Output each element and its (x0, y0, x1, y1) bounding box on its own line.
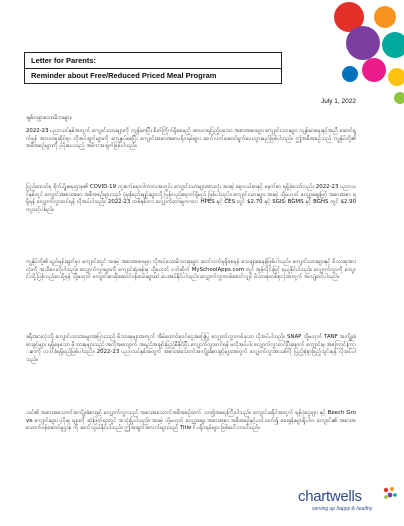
letter-title: Letter for Parents: (31, 56, 97, 65)
paragraph-5: သင်၏ အစားအသောက်အကျိုးခံစားခွင့် လျှောက်လွှာသည် အစားအသောက်အစီအစဉ်ထက် သာ၍အရေးကြီးပါသည်။ ကျောင်းခရိုင်အတွက် ရန်ပုံငွေများ နှင့် Beech Grove ကျောင်းများ ပံ့ပိုးမှု များကို ဆုံးဖြတ်ရာတွင် အသုံးပြုပါသည်။ အခမဲ့ သို့မဟုတ် လျှော့စျေး အစားအစာ အစီအစဉ်နှင့်ပတ်သက်၍ မေးခွန်းများရှိပါက ကျောင်း၏ အစားအသောက်ဝန်ဆောင်မှုဌာန ကို ဆက်သွယ်နိုင်ပါသည်။ ဤအချက်အလက်များသည် Title I ပရိုဂရမ်များ ဖြစ်ပေါ်လာပါသည်။ (26, 410, 356, 432)
letter-header-box (24, 52, 282, 84)
salutation: ချစ်လှစွာသောမိဘများ၊ (26, 115, 72, 121)
letter-subtitle: Reminder about Free/Reduced Priced Meal Program (31, 71, 217, 80)
paragraph-2: ပြည်ထောင်စု စိုက်ပျိုးရေးဌာန၏ COVID-19 ကူးစက်ရောဂါကာလအတွင်း ကျောင်းသားများအားလုံး အခမဲ့ နေ့လယ်စာနှင့် မနက်စာ ရရှိခဲ့သော်လည်း 2022-23 ပညာသင်နှစ်တွင် ကျောင်းအစားအစာ အစီအစဉ်များသည် ပုံမှန်စည်းမျဉ်းများသို့ ပြန်လည်ရောက်ရှိမည် ဖြစ်ပါသည်။ ကျောင်းသားများ အခမဲ့ သို့မဟုတ် လျှော့စျေးဖြင့် အစားအစာ ရရှိရန် လျှောက်လွှာတင်ရန် လိုအပ်ပါသည်။ 2022-23 တစ်နှစ်တာ လျှောက်ထားမှုကာလ: HPES နှင့် CES တွင် $2.70 နှင့် SGIS၊ BGMS နှင့် BGHS တွင် $2.90 ကျသင့်ပါမည်။ (26, 184, 356, 213)
logo-dots-icon (382, 486, 398, 502)
paragraph-1: 2022-23 ပညာသင်နှစ်အတွက် ကျောင်းသားများကို ကျန်းမာပြီး စိတ်ကြိုက်ရှိစေမည့် အာဟာရပြည့်ဝသော အစားအစာများ ကျောင်းသားများ ကျန်းမာရေးနှင့်အညီ ဆောင်ရွက်ရန် အာဟာရဆိုင်ရာ လိုအပ်ချက်များကို ကျေနပ်စေပြီး ကျောင်းအစားအစာပရိုဂရမ်များ ဆက်လက်ဆောင်ရွက်ပေးသွားမည်ဖြစ်ပါသည်။ ဤအစီအစဉ်သည် ကျွန်ုပ်တို့၏ အစီအစဉ်များကို ပံ့ပိုးပေးသည့် အဓိကအချက်ဖြစ်ပါသည်။ (26, 128, 356, 150)
decor-circle-purple (346, 26, 380, 60)
decor-circle-pink (362, 58, 386, 82)
decor-circle-yellow (388, 68, 404, 86)
paragraph-4: ခရီးအားလုံးသို့ ကျောင်းသားအများအပြားသည် မိသားစုများအတွက် အိမ်ထောင်စုဝင်ငွေအခြေပြု လျှောက်လွှာတစ်ခုသာ လိုအပ်ပါသည်။ SNAP သို့မဟုတ် TANF အကျိုးခံစားခွင့်များ ရရှိနေသော မိသားစုများသည် အလိုအလျောက် အရည်အချင်းပြည့်မီနိုင်ပြီး လျှောက်လွှာတင်ရန် မလိုအပ်ပါ။ လျှောက်လွှာတင်ပြီးနောက် ကျောင်းမှ အကြောင်းကြားစာကို လက်ခံရရှိမည်ဖြစ်ပါသည်။ 2022-23 ပညာသင်နှစ်အတွက် အစားအသောက်အကျိုးခံစားခွင့်များအတွက် လျှောက်လွှာအသစ်ကို ပြည့်စုံစွာဖြည့်သွင်းရန် လိုအပ်ပါသည်။ (26, 334, 356, 363)
paragraph-3: ကျွန်ုပ်တို့၏ ရည်မှန်းချက်မှာ ကျောင်းတွင် အခမဲ့ အစားအစာများ လိုအပ်သောမိသားစုများ ဆက်လက်ရရှိစေရန် သေချာစေရန်ဖြစ်ပါသည်။ ကျောင်းသားများနှင့် မိသားစုအားလုံးကို အသိပေးလိုပါသည်။ လျှောက်လွှာများကို ကျောင်းရုံးခန်းမှ သို့မဟုတ် ဝဘ်ဆိုက် MySchoolApps.com တွင် အွန်လိုင်းဖြင့် ရယူနိုင်ပါသည်။ လျှောက်လွှာကို ကျောင်းသို့ ပြန်လည်ပေးပို့ရန် သို့မဟုတ် ကျောင်းစားဖိုဆောင်ဝန်ထမ်းများထံ ပေးအပ်နိုင်ပါသည်။ လျှောက်လွှာတစ်စောင်လျှင် မိသားစုတစ်စုလုံးအတွက် အကျုံးဝင်ပါသည်။ (26, 259, 356, 281)
decor-circle-green (394, 92, 404, 104)
decor-circle-blue (342, 66, 358, 82)
decor-circle-orange (374, 6, 396, 28)
logo-brand-text: chartwells (298, 488, 362, 505)
header-divider (25, 68, 281, 69)
letter-date: July 1, 2022 (320, 98, 356, 105)
chartwells-logo (298, 484, 398, 518)
decor-circle-teal (382, 32, 404, 58)
logo-tagline: serving up happy & healthy (312, 506, 373, 512)
